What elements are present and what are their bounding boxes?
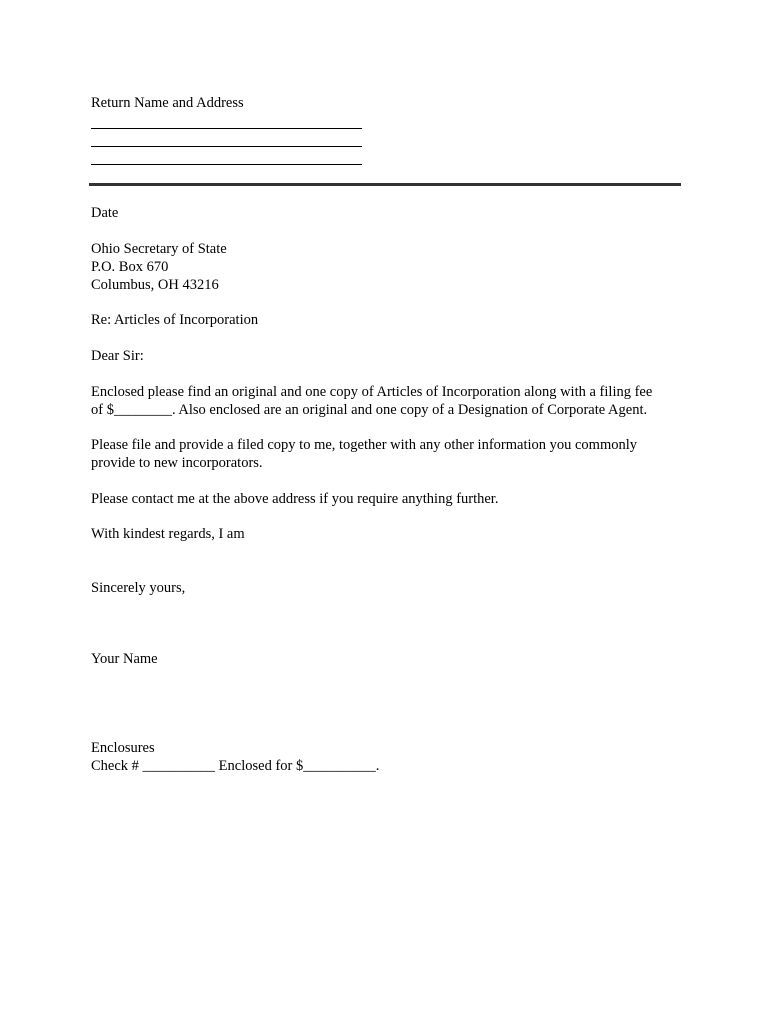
signer-name: Your Name [91, 651, 158, 667]
return-address-line-2 [91, 146, 362, 147]
return-address-heading: Return Name and Address [91, 95, 244, 111]
body-paragraph-4: With kindest regards, I am [91, 526, 245, 542]
header-divider [89, 183, 681, 186]
subject-line: Re: Articles of Incorporation [91, 312, 259, 328]
body-paragraph-2-line-2: provide to new incorporators. [91, 455, 263, 471]
enclosures-line: Check # __________ Enclosed for $__________. [91, 758, 380, 774]
body-paragraph-1-line-2: of $________. Also enclosed are an original and one copy of a Designation of Corporate Agent. [91, 402, 648, 418]
return-address-line-1 [91, 128, 362, 129]
closing: Sincerely yours, [91, 580, 186, 596]
body-paragraph-1-line-1: Enclosed please find an original and one copy of Articles of Incorporation along with a filing fee [91, 384, 653, 400]
salutation: Dear Sir: [91, 348, 144, 364]
return-address-line-3 [91, 164, 362, 165]
enclosures-label: Enclosures [91, 740, 155, 756]
body-paragraph-3: Please contact me at the above address if you require anything further. [91, 491, 499, 507]
recipient-city: Columbus, OH 43216 [91, 277, 219, 293]
recipient-name: Ohio Secretary of State [91, 241, 227, 257]
date-label: Date [91, 205, 119, 221]
recipient-box: P.O. Box 670 [91, 259, 169, 275]
body-paragraph-2-line-1: Please file and provide a filed copy to me, together with any other information you commonly [91, 437, 638, 453]
